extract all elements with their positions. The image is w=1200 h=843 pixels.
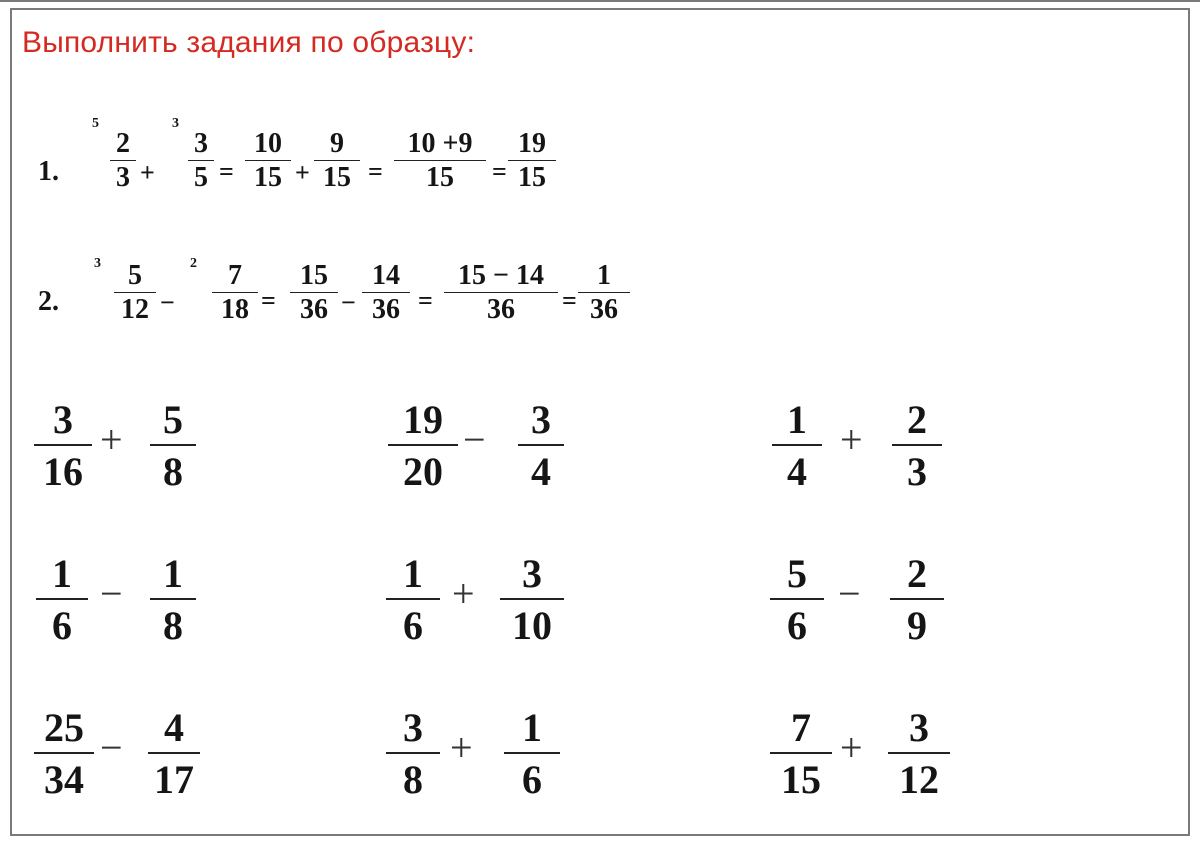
operator: − (100, 571, 123, 616)
operator: + (140, 158, 155, 187)
operator: = (418, 286, 433, 315)
fraction: 5 12 (114, 262, 156, 324)
fraction: 19 20 (388, 400, 458, 492)
multiplier-superscript: 5 (92, 116, 99, 131)
operator: + (840, 417, 863, 462)
fraction: 1 4 (772, 400, 822, 492)
fraction: 15 − 14 36 (444, 262, 558, 324)
operator: + (450, 725, 473, 770)
fraction: 3 4 (518, 400, 564, 492)
operator: = (492, 157, 507, 186)
multiplier-superscript: 2 (190, 256, 197, 271)
fraction: 19 15 (508, 130, 556, 192)
fraction: 1 8 (150, 554, 196, 646)
fraction: 3 16 (34, 400, 92, 492)
fraction: 3 12 (888, 708, 950, 800)
fraction: 1 36 (578, 262, 630, 324)
operator: − (463, 417, 486, 462)
fraction: 9 15 (314, 130, 360, 192)
fraction: 10 15 (245, 130, 291, 192)
fraction: 2 9 (890, 554, 944, 646)
operator: = (219, 157, 234, 186)
operator: + (295, 158, 310, 187)
operator: = (368, 157, 383, 186)
fraction: 5 8 (150, 400, 196, 492)
operator: − (838, 571, 861, 616)
operator: − (341, 288, 356, 317)
fraction: 1 6 (386, 554, 440, 646)
fraction: 3 8 (386, 708, 440, 800)
operator: = (562, 286, 577, 315)
fraction: 10 +9 15 (394, 130, 486, 192)
operator: + (840, 725, 863, 770)
example-number: 1. (38, 156, 59, 187)
worksheet-title: Выполнить задания по образцу: (22, 26, 476, 59)
operator: + (452, 571, 475, 616)
fraction: 3 5 (188, 130, 214, 192)
operator: − (100, 725, 123, 770)
fraction: 1 6 (36, 554, 88, 646)
fraction: 5 6 (770, 554, 824, 646)
multiplier-superscript: 3 (172, 116, 179, 131)
top-border (0, 0, 1200, 2)
operator: + (100, 417, 123, 462)
multiplier-superscript: 3 (94, 256, 101, 271)
example-number: 2. (38, 286, 59, 317)
fraction: 7 15 (770, 708, 832, 800)
fraction: 7 18 (212, 262, 258, 324)
operator: − (160, 288, 175, 317)
fraction: 14 36 (362, 262, 410, 324)
fraction: 2 3 (892, 400, 942, 492)
fraction: 2 3 (110, 130, 136, 192)
fraction: 4 17 (148, 708, 200, 800)
fraction: 15 36 (290, 262, 338, 324)
fraction: 3 10 (500, 554, 564, 646)
operator: = (261, 286, 276, 315)
fraction: 1 6 (504, 708, 560, 800)
fraction: 25 34 (34, 708, 94, 800)
